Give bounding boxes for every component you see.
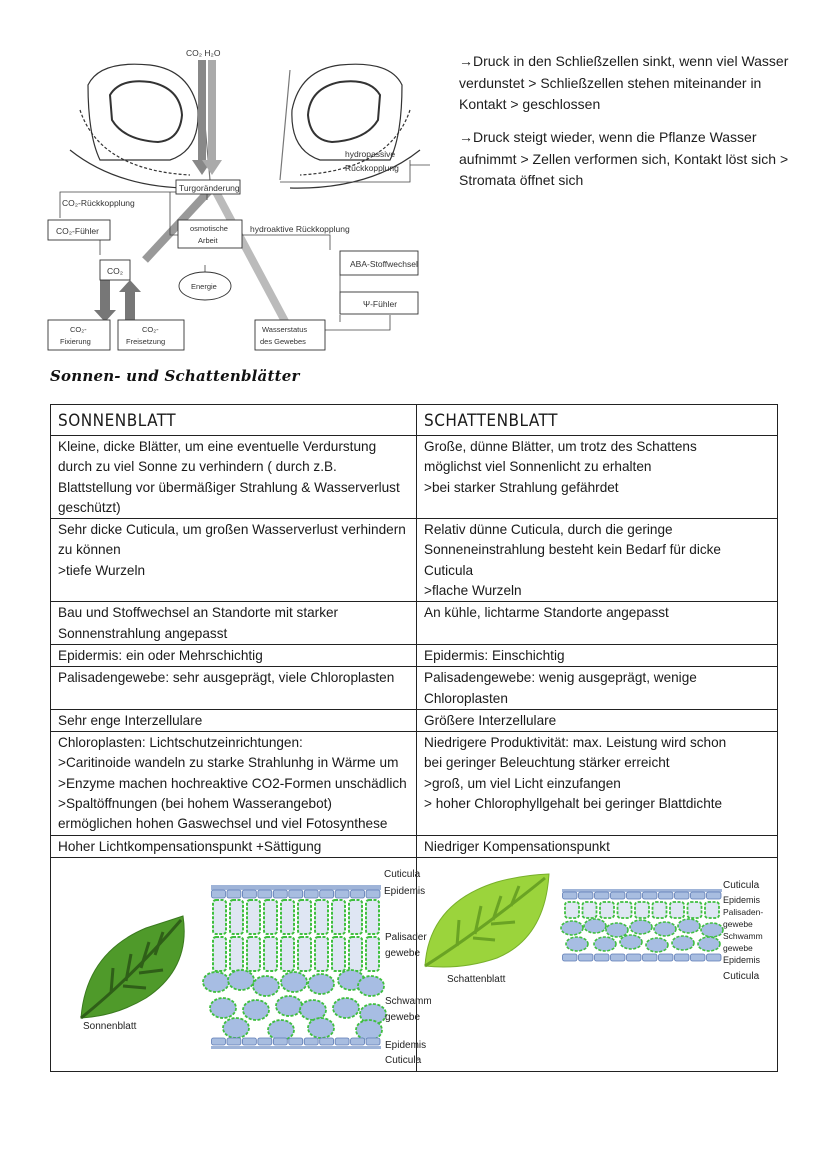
table-row [51, 436, 778, 519]
shade-leaf-figure-cell [417, 857, 778, 1071]
shade-cell: Relativ dünne Cuticula, durch die geringe Sonneneinstrahlung besteht kein Bedarf für dicke Cuticula >flache Wurzeln [417, 519, 778, 602]
energy-label: Energie [191, 282, 217, 291]
epidermis-cell [242, 890, 256, 898]
spongy-cell [276, 996, 302, 1016]
spongy-cell [228, 970, 254, 990]
palisade-cell [565, 902, 579, 918]
sun-cell: Sehr enge Interzellulare [51, 709, 417, 731]
epidermis-cell [627, 954, 642, 961]
fixation-label-1: CO₂- [70, 325, 87, 334]
palisade-cell [600, 902, 614, 918]
palisade-cell [298, 900, 311, 934]
table-row [51, 709, 778, 731]
table-row [51, 519, 778, 602]
spongy-cell [698, 937, 720, 951]
release-label-2: Freisetzung [126, 337, 166, 346]
spongy-cell [223, 1018, 249, 1038]
shade-leaf-figure [417, 858, 763, 1065]
epidermis-cell [351, 1038, 365, 1045]
spongy-cell [358, 976, 384, 996]
epidermis-cell [258, 1038, 272, 1045]
palisade-cell [213, 900, 226, 934]
shade-label-epidermis-bottom: Epidemis [723, 954, 761, 965]
sun-leaf-label: Sonnenblatt [83, 1020, 137, 1032]
spongy-cell [646, 938, 668, 952]
epidermis-cell [242, 1038, 256, 1045]
palisade-cell [635, 902, 649, 918]
shade-cross-section [561, 889, 723, 961]
sun-label-palisade-2: gewebe [385, 947, 421, 959]
sun-leaf-figure [51, 858, 431, 1065]
sun-leaf-illustration [81, 916, 184, 1018]
palisade-cell [264, 900, 277, 934]
figure-row [51, 857, 778, 1071]
palisade-cell [247, 900, 260, 934]
epidermis-cell [227, 1038, 241, 1045]
epidermis-cell [659, 954, 674, 961]
spongy-cell [701, 923, 723, 937]
palisade-cell [349, 900, 362, 934]
palisade-cell [298, 937, 311, 971]
epidermis-cell [579, 954, 594, 961]
sun-label-cuticula-top: Cuticula [384, 868, 421, 880]
palisade-cell [264, 937, 277, 971]
spongy-cell [333, 998, 359, 1018]
palisade-cell [688, 902, 702, 918]
shade-leaf-label: Schattenblatt [447, 973, 506, 985]
palisade-cell [281, 900, 294, 934]
shade-cell: Palisadengewebe: wenig ausgeprägt, wenige Chloroplasten [417, 667, 778, 710]
epidermis-cell [563, 954, 578, 961]
epidermis-cell [579, 892, 594, 899]
epidermis-cell [227, 890, 241, 898]
epidermis-cell [273, 890, 287, 898]
palisade-cell [315, 937, 328, 971]
epidermis-cell [611, 892, 626, 899]
sun-label-spongy-2: gewebe [385, 1011, 421, 1023]
sun-cell: Chloroplasten: Lichtschutzeinrichtungen: >Caritinoide wandeln zu starke Strahlunhg in Wärme um >Enzyme machen hochreaktive CO2-Formen unschädlich >Spaltöffnungen (bei hohem Wasserangebot) ermöglichen hohen Gaswechsel und viel Fotosynthese [51, 732, 417, 835]
spongy-cell [268, 1020, 294, 1040]
shade-label-cuticula-top: Cuticula [723, 879, 760, 891]
shade-cell: An kühle, lichtarme Standorte angepasst [417, 602, 778, 645]
spongy-cell [566, 937, 588, 951]
palisade-cell [315, 900, 328, 934]
sun-label-epidermis-top: Epidemis [384, 885, 426, 897]
spongy-cell [356, 1020, 382, 1040]
shade-label-palisade-1: Palisaden- [723, 906, 763, 917]
epidermis-cell [627, 892, 642, 899]
palisade-cell [281, 937, 294, 971]
epidermis-cell [320, 890, 334, 898]
shade-label-cuticula-bottom: Cuticula [723, 970, 760, 982]
palisade-cell [618, 902, 632, 918]
epidermis-cell [335, 1038, 349, 1045]
palisade-cell [653, 902, 667, 918]
epidermis-cell [289, 890, 303, 898]
epidermis-cell [563, 892, 578, 899]
table-row [51, 835, 778, 857]
spongy-cell [203, 972, 229, 992]
epidermis-cell [304, 890, 318, 898]
gas-label: CO₂ H₂O [186, 48, 221, 58]
palisade-cell [230, 937, 243, 971]
note-closing: →Druck in den Schließzellen sinkt, wenn viel Wasser verdunstet > Schließzellen stehen miteinander in Kontakt > geschlossen [459, 53, 789, 112]
epidermis-cell [659, 892, 674, 899]
comparison-table [50, 404, 778, 1072]
spongy-cell [253, 976, 279, 996]
epidermis-cell [675, 954, 690, 961]
spongy-cell [308, 1018, 334, 1038]
epidermis-cell [304, 1038, 318, 1045]
spongy-cell [281, 972, 307, 992]
turgor-label: Turgoränderung [179, 183, 240, 193]
epidermis-cell [273, 1038, 287, 1045]
epidermis-cell [643, 892, 658, 899]
table-row [51, 732, 778, 835]
sun-label-epidermis-bottom: Epidemis [385, 1039, 427, 1051]
palisade-cell [332, 900, 345, 934]
spongy-cell [654, 922, 676, 936]
epidermis-cell [366, 890, 380, 898]
co2-label: CO₂ [107, 266, 124, 276]
spongy-cell [300, 1000, 326, 1020]
osmotic-label-1: osmotische [190, 224, 228, 233]
sun-label-palisade-1: Palisader [385, 931, 427, 943]
palisade-cell [583, 902, 597, 918]
palisade-cell [366, 900, 379, 934]
release-label-1: CO₂- [142, 325, 159, 334]
shade-cell: Größere Interzellulare [417, 709, 778, 731]
shade-label-epidermis-top: Epidemis [723, 894, 761, 905]
spongy-cell [606, 923, 628, 937]
header-shade: SCHATTENBLATT [417, 405, 778, 436]
fixation-label-2: Fixierung [60, 337, 91, 346]
table-row [51, 644, 778, 666]
spongy-cell [243, 1000, 269, 1020]
epidermis-cell [707, 954, 722, 961]
palisade-cell [247, 937, 260, 971]
shade-cell: Große, dünne Blätter, um trotz des Schattens möglichst viel Sonnenlicht zu erhalten >bei starker Strahlung gefährdet [417, 436, 778, 519]
spongy-cell [594, 937, 616, 951]
aba-label: ABA-Stoffwechsel [350, 259, 418, 269]
shade-label-spongy-2: gewebe [723, 942, 753, 953]
palisade-cell [349, 937, 362, 971]
epidermis-cell [212, 1038, 226, 1045]
sun-label-spongy-1: Schwamm [385, 995, 431, 1007]
sun-cell: Bau und Stoffwechsel an Standorte mit starker Sonnenstrahlung angepasst [51, 602, 417, 645]
stomata-regulation-diagram [40, 40, 450, 352]
epidermis-cell [366, 1038, 380, 1045]
table-row [51, 667, 778, 710]
spongy-cell [584, 919, 606, 933]
epidermis-cell [691, 892, 706, 899]
epidermis-cell [595, 892, 610, 899]
spongy-cell [672, 936, 694, 950]
shade-cell: Niedrigere Produktivität: max. Leistung wird schon bei geringer Beleuchtung stärker erreicht >groß, um viel Licht einzufangen > hoher Chlorophyllgehalt bei geringer Blattdichte [417, 732, 778, 835]
co2-sensor-label: CO₂-Fühler [56, 226, 99, 236]
shade-label-palisade-2: gewebe [723, 918, 753, 929]
co2-feedback-label: CO₂-Rückkopplung [62, 198, 135, 208]
epidermis-cell [212, 890, 226, 898]
sun-cell: Kleine, dicke Blätter, um eine eventuelle Verdurstung durch zu viel Sonne zu verhindern ( durch z.B. Blattstellung vor übermäßiger Strahlung & Wasserverlust geschützt) [51, 436, 417, 519]
spongy-cell [561, 921, 583, 935]
table-row [51, 602, 778, 645]
hydroactive-label: hydroaktive Rückkopplung [250, 224, 350, 234]
epidermis-cell [595, 954, 610, 961]
sun-cross-section [203, 885, 386, 1049]
hydropassive-label-1: hydropassive [345, 149, 396, 159]
epidermis-cell [691, 954, 706, 961]
shade-label-spongy-1: Schwamm [723, 930, 763, 941]
epidermis-cell [675, 892, 690, 899]
shade-cell: Niedriger Kompensationspunkt [417, 835, 778, 857]
epidermis-cell [611, 954, 626, 961]
palisade-cell [213, 937, 226, 971]
epidermis-cell [258, 890, 272, 898]
sun-leaf-figure-cell [51, 857, 431, 1071]
note-opening: →Druck steigt wieder, wenn die Pflanze Wasser aufnimmt > Zellen verformen sich, Kontakt löst sich > Stromata öffnet sich [459, 129, 789, 188]
header-sun: SONNENBLATT [51, 405, 417, 436]
section-heading: Sonnen- und Schattenblätter [50, 367, 300, 385]
psi-sensor-label: Ψ-Fühler [363, 299, 398, 309]
table-header-row [51, 405, 778, 436]
spongy-cell [620, 935, 642, 949]
sun-cell: Palisadengewebe: sehr ausgeprägt, viele Chloroplasten [51, 667, 417, 710]
spongy-cell [210, 998, 236, 1018]
water-status-label-1: Wasserstatus [262, 325, 308, 334]
shade-cell: Epidermis: Einschichtig [417, 644, 778, 666]
epidermis-cell [707, 892, 722, 899]
spongy-cell [630, 920, 652, 934]
osmotic-label-2: Arbeit [198, 236, 218, 245]
epidermis-cell [289, 1038, 303, 1045]
palisade-cell [366, 937, 379, 971]
spongy-cell [308, 974, 334, 994]
sun-label-cuticula-bottom: Cuticula [385, 1054, 422, 1065]
palisade-cell [670, 902, 684, 918]
water-status-label-2: des Gewebes [260, 337, 306, 346]
epidermis-cell [335, 890, 349, 898]
palisade-cell [230, 900, 243, 934]
hydropassive-label-2: Rückkopplung [345, 163, 399, 173]
palisade-cell [705, 902, 719, 918]
spongy-cell [678, 919, 700, 933]
shade-leaf-illustration [425, 874, 549, 967]
epidermis-cell [320, 1038, 334, 1045]
palisade-cell [332, 937, 345, 971]
sun-cell: Hoher Lichtkompensationspunkt +Sättigung [51, 835, 417, 857]
epidermis-cell [643, 954, 658, 961]
epidermis-cell [351, 890, 365, 898]
sun-cell: Epidermis: ein oder Mehrschichtig [51, 644, 417, 666]
sun-cell: Sehr dicke Cuticula, um großen Wasserverlust verhindern zu können >tiefe Wurzeln [51, 519, 417, 602]
